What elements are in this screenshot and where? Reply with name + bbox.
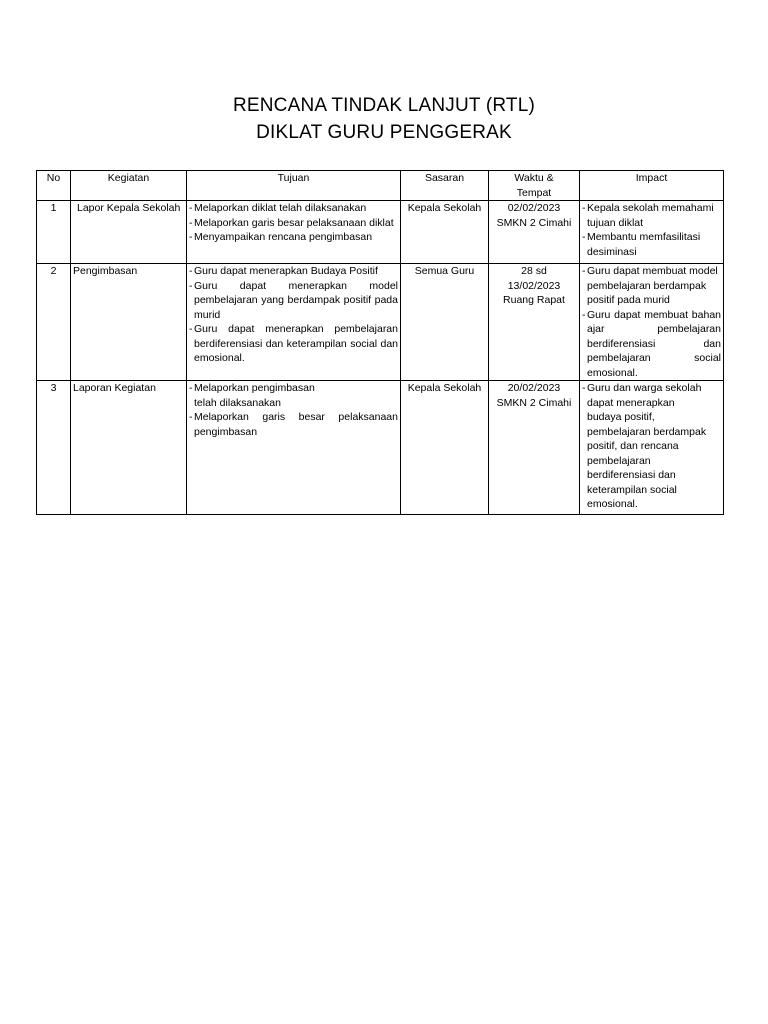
list-item: - Melaporkan diklat telah dilaksanakan	[189, 201, 398, 216]
waktu-text: 02/02/2023	[507, 202, 561, 214]
tempat-text: SMKN 2 Cimahi	[496, 396, 572, 409]
cell-kegiatan: Pengimbasan	[71, 264, 187, 381]
list-item: - Guru dan warga sekolah dapat menerapkan budaya positif, pembelajaran berdampak positif, dan rencana pembelajaran berdiferensiasi dan keterampilan social emosional.	[582, 381, 721, 512]
list-item: - Kepala sekolah memahami tujuan diklat	[582, 201, 721, 230]
cell-sasaran: Semua Guru	[401, 264, 489, 381]
tempat-text: Ruang Rapat	[503, 294, 565, 306]
tempat-text: SMKN 2 Cimahi	[496, 216, 572, 229]
list-item: - Membantu memfasilitasi desiminasi	[582, 230, 721, 259]
header-tujuan: Tujuan	[187, 171, 401, 201]
impact-list	[582, 201, 721, 259]
cell-no: 3	[37, 381, 71, 515]
cell-kegiatan: Laporan Kegiatan	[71, 381, 187, 515]
cell-sasaran: Kepala Sekolah	[401, 201, 489, 264]
impact-list	[582, 264, 721, 380]
list-item: - Guru dapat menerapkan model pembelajaran yang berdampak positif pada murid	[189, 279, 398, 323]
header-sasaran: Sasaran	[401, 171, 489, 201]
list-item: - Melaporkan garis besar pelaksanaan diklat	[189, 216, 398, 231]
cell-no: 2	[37, 264, 71, 381]
cell-impact	[580, 201, 724, 264]
header-kegiatan: Kegiatan	[71, 171, 187, 201]
document-title	[0, 92, 768, 146]
cell-sasaran: Kepala Sekolah	[401, 381, 489, 515]
title-line-1: RENCANA TINDAK LANJUT (RTL)	[232, 95, 536, 116]
cell-no: 1	[37, 201, 71, 264]
waktu-text: 20/02/2023	[507, 382, 561, 394]
impact-list	[582, 381, 721, 512]
list-item: - Melaporkan pengimbasan telah dilaksanakan	[189, 381, 398, 410]
cell-tujuan	[187, 201, 401, 264]
cell-tujuan	[187, 381, 401, 515]
list-item: - Melaporkan garis besar pelaksanaan pengimbasan	[189, 410, 398, 439]
header-impact: Impact	[580, 171, 724, 201]
waktu-text: 28 sd	[521, 265, 547, 277]
list-item: - Guru dapat menerapkan pembelajaran berdiferensiasi dan keterampilan social dan emosional.	[189, 322, 398, 366]
list-item: - Guru dapat membuat bahan ajar pembelajaran berdiferensiasi dan pembelajaran social emosional.	[582, 308, 721, 381]
header-waktu-tempat: Waktu & Tempat	[489, 171, 580, 201]
table-row	[37, 381, 724, 515]
rtl-table	[36, 170, 724, 515]
table-header-row	[37, 171, 724, 201]
title-line-2: DIKLAT GURU PENGGERAK	[256, 122, 512, 143]
tujuan-list	[189, 264, 398, 366]
list-item: - Guru dapat membuat model pembelajaran berdampak positif pada murid	[582, 264, 721, 308]
cell-waktu-tempat	[489, 381, 580, 515]
list-item: - Menyampaikan rencana pengimbasan	[189, 230, 398, 245]
cell-waktu-tempat	[489, 201, 580, 264]
cell-waktu-tempat	[489, 264, 580, 381]
cell-impact	[580, 381, 724, 515]
tujuan-list	[189, 381, 398, 439]
cell-tujuan	[187, 264, 401, 381]
list-item: - Guru dapat menerapkan Budaya Positif	[189, 264, 398, 279]
table-row	[37, 201, 724, 264]
waktu-text-2: 13/02/2023	[507, 279, 561, 292]
cell-kegiatan: Lapor Kepala Sekolah	[71, 201, 187, 264]
tujuan-list	[189, 201, 398, 245]
cell-impact	[580, 264, 724, 381]
table-row	[37, 264, 724, 381]
header-no: No	[37, 171, 71, 201]
